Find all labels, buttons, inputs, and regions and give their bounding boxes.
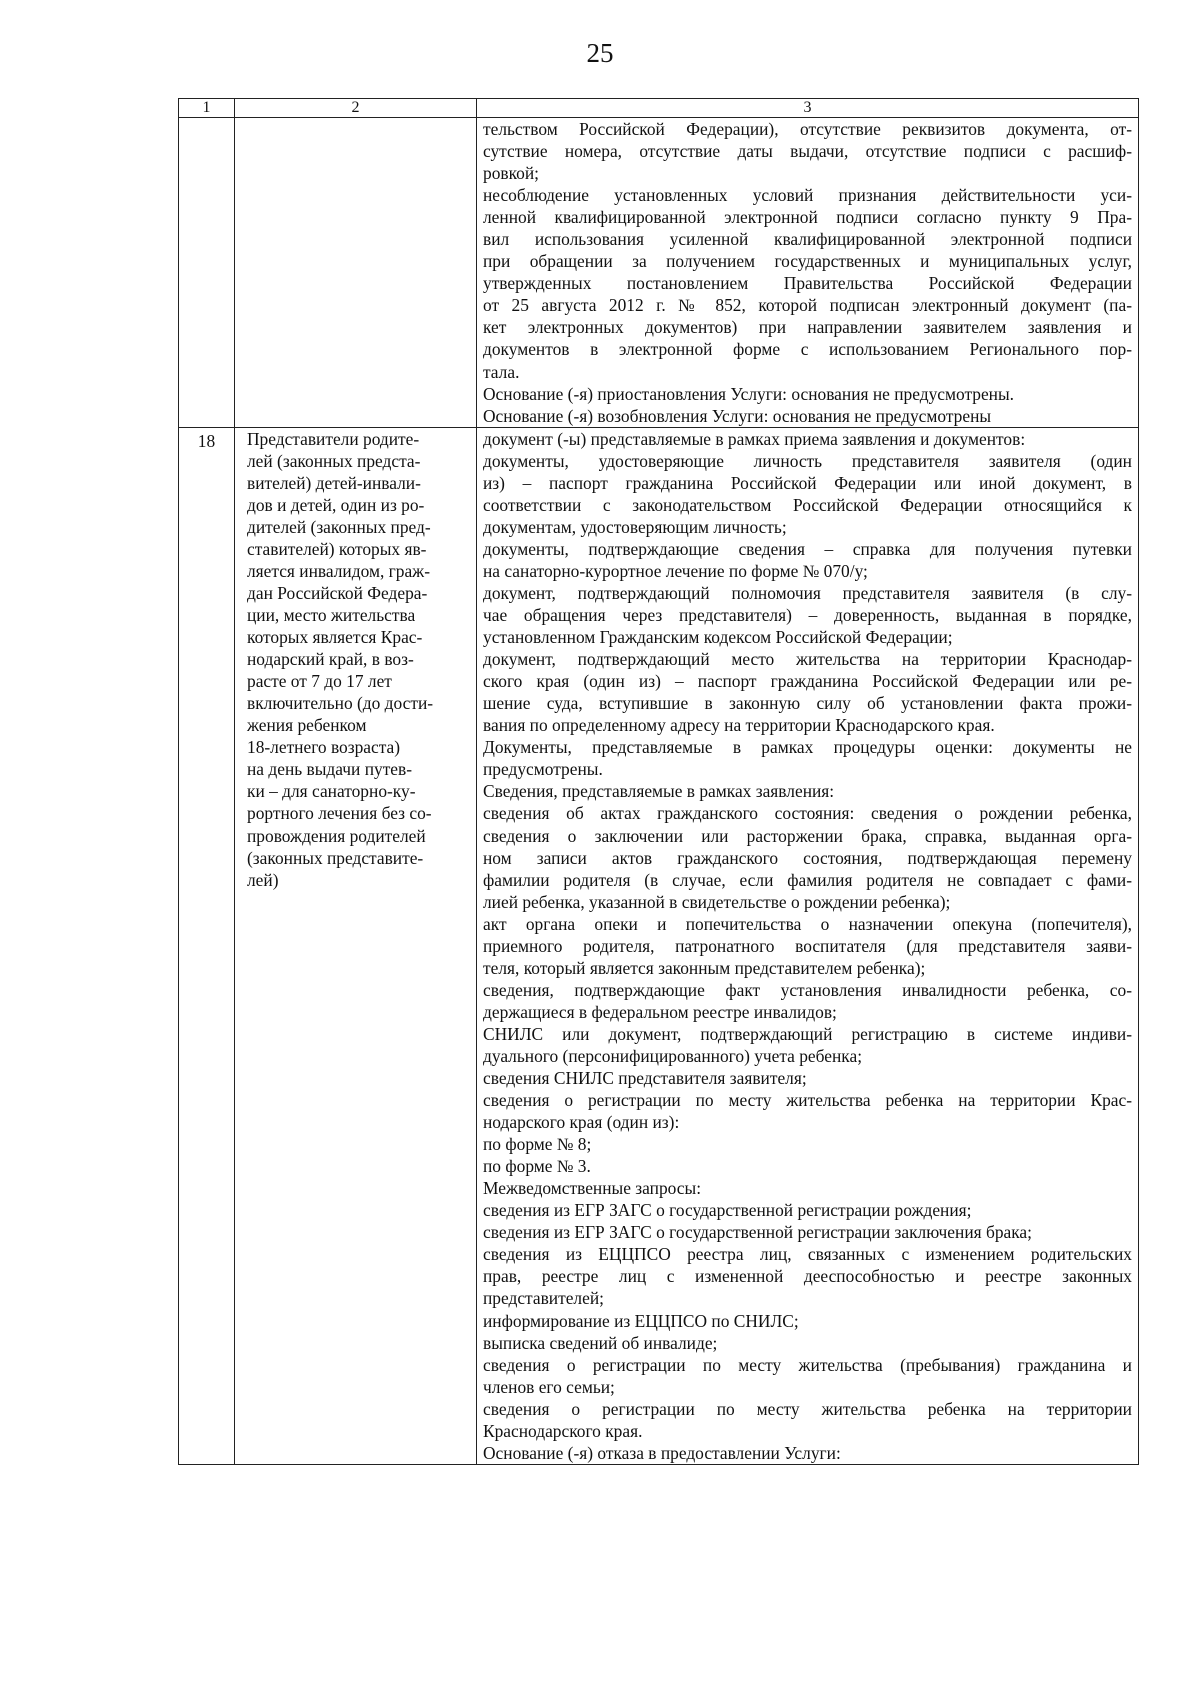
applicant-category-text <box>247 428 470 891</box>
text-line: приемного родителя, патронатного воспитателя (для представителя заяви- <box>483 935 1132 956</box>
text-line: ляется инвалидом, граж- <box>247 560 430 581</box>
table-row-continuation <box>179 118 1139 428</box>
text-line: вил использования усиленной квалифицированной электронной подписи <box>483 229 1132 250</box>
text-line: утвержденных постановлением Правительства Российской Федерации <box>483 273 1132 294</box>
text-line: сведения из ЕГР ЗАГС о государственной регистрации рождения; <box>483 1200 972 1221</box>
row-number: 18 <box>179 427 235 1464</box>
text-line: лей (законных предста- <box>247 450 421 471</box>
text-line: акт органа опеки и попечительства о назначении опекуна (попечителя), <box>483 913 1132 934</box>
text-line: ции, место жительства <box>247 605 416 626</box>
documents-text <box>483 428 1132 1464</box>
text-line: которых является Крас- <box>247 627 423 648</box>
text-line: документы, подтверждающие сведения – справка для получения путевки <box>483 538 1132 559</box>
text-line: тельством Российской Федерации), отсутствие реквизитов документа, от- <box>483 119 1132 139</box>
continuation-documents-text <box>483 118 1132 427</box>
text-line: по форме № 3. <box>483 1156 591 1177</box>
text-line: чае обращения через представителя) – доверенность, выданная в порядке, <box>483 605 1132 626</box>
text-line: представителей; <box>483 1288 604 1309</box>
text-line: СНИЛС или документ, подтверждающий регистрацию в системе индиви- <box>483 1023 1132 1044</box>
text-line: вителей) детей-инвали- <box>247 472 421 493</box>
text-line: тала. <box>483 361 520 382</box>
text-line: вания по определенному адресу на территории Краснодарского края. <box>483 715 995 736</box>
text-line: документам, удостоверяющим личность; <box>483 516 787 537</box>
text-line: установленном Гражданским кодексом Российской Федерации; <box>483 627 953 648</box>
text-line: Документы, представляемые в рамках процедуры оценки: документы не <box>483 737 1132 758</box>
text-line: Краснодарского края. <box>483 1420 643 1441</box>
text-line: сведения об актах гражданского состояния: сведения о рождении ребенка, <box>483 803 1132 824</box>
text-line: держащиеся в федеральном реестре инвалидов; <box>483 1001 837 1022</box>
text-line: при обращении за получением государственных и муниципальных услуг, <box>483 251 1132 272</box>
text-line: документ, подтверждающий полномочия представителя заявителя (в слу- <box>483 582 1132 603</box>
header-col-1: 1 <box>179 99 235 118</box>
text-line: ского края (один из) – паспорт гражданина Российской Федерации или ре- <box>483 671 1132 692</box>
text-line: членов его семьи; <box>483 1376 615 1397</box>
services-table <box>178 98 1139 1465</box>
text-line: лей) <box>247 869 279 890</box>
text-line: предусмотрены. <box>483 759 603 780</box>
continuation-documents-cell <box>477 118 1139 428</box>
text-line: включительно (до дости- <box>247 693 434 714</box>
text-line: рортного лечения без со- <box>247 803 432 824</box>
text-line: соответствии с законодательством Российской Федерации относящийся к <box>483 494 1132 515</box>
text-line: сведения, подтверждающие факт установления инвалидности ребенка, со- <box>483 979 1132 1000</box>
text-line: сведения о регистрации по месту жительства (пребывания) гражданина и <box>483 1354 1132 1375</box>
text-line: сведения о регистрации по месту жительства ребенка на территории Крас- <box>483 1090 1132 1111</box>
text-line: на санаторно-курортное лечение по форме № 070/у; <box>483 560 868 581</box>
text-line: Основание (-я) возобновления Услуги: основания не предусмотрены <box>483 405 992 426</box>
text-line: шение суда, вступившие в законную силу об установлении факта прожи- <box>483 693 1132 714</box>
text-line: дов и детей, один из ро- <box>247 494 425 515</box>
text-line: жения ребенком <box>247 715 367 736</box>
text-line: расте от 7 до 17 лет <box>247 671 392 692</box>
page-number: 25 <box>586 38 614 68</box>
text-line: информирование из ЕЦЦПСО по СНИЛС; <box>483 1310 799 1331</box>
text-line: от 25 августа 2012 г. № 852, которой подписан электронный документ (па- <box>483 295 1132 316</box>
text-line: провождения родителей <box>247 825 426 846</box>
text-line: фамилии родителя (в случае, если фамилия родителя не совпадает с фами- <box>483 869 1132 890</box>
text-line: (законных представите- <box>247 847 424 868</box>
text-line: документов в электронной форме с использованием Регионального пор- <box>483 339 1132 360</box>
text-line: ставителей) которых яв- <box>247 538 427 559</box>
documents-cell <box>477 427 1139 1464</box>
text-line: Межведомственные запросы: <box>483 1178 702 1199</box>
table-header-row <box>179 99 1139 118</box>
text-line: дуального (персонифицированного) учета ребенка; <box>483 1045 863 1066</box>
text-line: ном записи актов гражданского состояния, подтверждающая перемену <box>483 847 1132 868</box>
text-line: несоблюдение установленных условий признания действительности уси- <box>483 185 1132 206</box>
header-col-2: 2 <box>235 99 477 118</box>
text-line: сведения о регистрации по месту жительства ребенка на территории <box>483 1398 1132 1419</box>
text-line: дителей (законных пред- <box>247 516 431 537</box>
text-line: кет электронных документов) при направлении заявителем заявления и <box>483 317 1132 338</box>
text-line: документы, удостоверяющие личность представителя заявителя (один <box>483 450 1132 471</box>
text-line: Основание (-я) отказа в предоставлении Услуги: <box>483 1442 841 1463</box>
text-line: 18-летнего возраста) <box>247 737 401 758</box>
text-line: Основание (-я) приостановления Услуги: основания не предусмотрены. <box>483 383 1015 404</box>
text-line: сведения из ЕГР ЗАГС о государственной регистрации заключения брака; <box>483 1222 1032 1243</box>
text-line: документ, подтверждающий место жительства на территории Краснодар- <box>483 649 1132 670</box>
header-col-3: 3 <box>477 99 1139 118</box>
text-line: лией ребенка, указанной в свидетельстве о рождении ребенка); <box>483 891 951 912</box>
applicant-category-cell <box>235 427 477 1464</box>
text-line: нодарский край, в воз- <box>247 649 414 670</box>
text-line: теля, который является законным представителем ребенка); <box>483 957 926 978</box>
text-line: нодарского края (один из): <box>483 1112 680 1133</box>
continuation-category-cell <box>235 118 477 428</box>
table-row-18 <box>179 427 1139 1464</box>
text-line: Сведения, представляемые в рамках заявления: <box>483 781 835 802</box>
text-line: сведения о заключении или расторжении брака, справка, выданная орга- <box>483 825 1132 846</box>
text-line: сведения СНИЛС представителя заявителя; <box>483 1068 807 1089</box>
text-line: ки – для санаторно-ку- <box>247 781 416 802</box>
continuation-number-cell <box>179 118 235 428</box>
text-line: дан Российской Федера- <box>247 582 428 603</box>
text-line: Представители родите- <box>247 428 420 449</box>
text-line: выписка сведений об инвалиде; <box>483 1332 718 1353</box>
text-line: ровкой; <box>483 163 540 184</box>
text-line: на день выдачи путев- <box>247 759 413 780</box>
text-line: прав, реестре лиц с измененной дееспособностью и реестре законных <box>483 1266 1132 1287</box>
text-line: сутствие номера, отсутствие даты выдачи, отсутствие подписи с расшиф- <box>483 141 1132 162</box>
text-line: по форме № 8; <box>483 1134 592 1155</box>
text-line: ленной квалифицированной электронной подписи согласно пункту 9 Пра- <box>483 207 1132 228</box>
text-line: сведения из ЕЦЦПСО реестра лиц, связанных с изменением родительских <box>483 1244 1132 1265</box>
text-line: из) – паспорт гражданина Российской Федерации или иной документ, в <box>483 472 1132 493</box>
text-line: документ (-ы) представляемые в рамках приема заявления и документов: <box>483 428 1026 449</box>
